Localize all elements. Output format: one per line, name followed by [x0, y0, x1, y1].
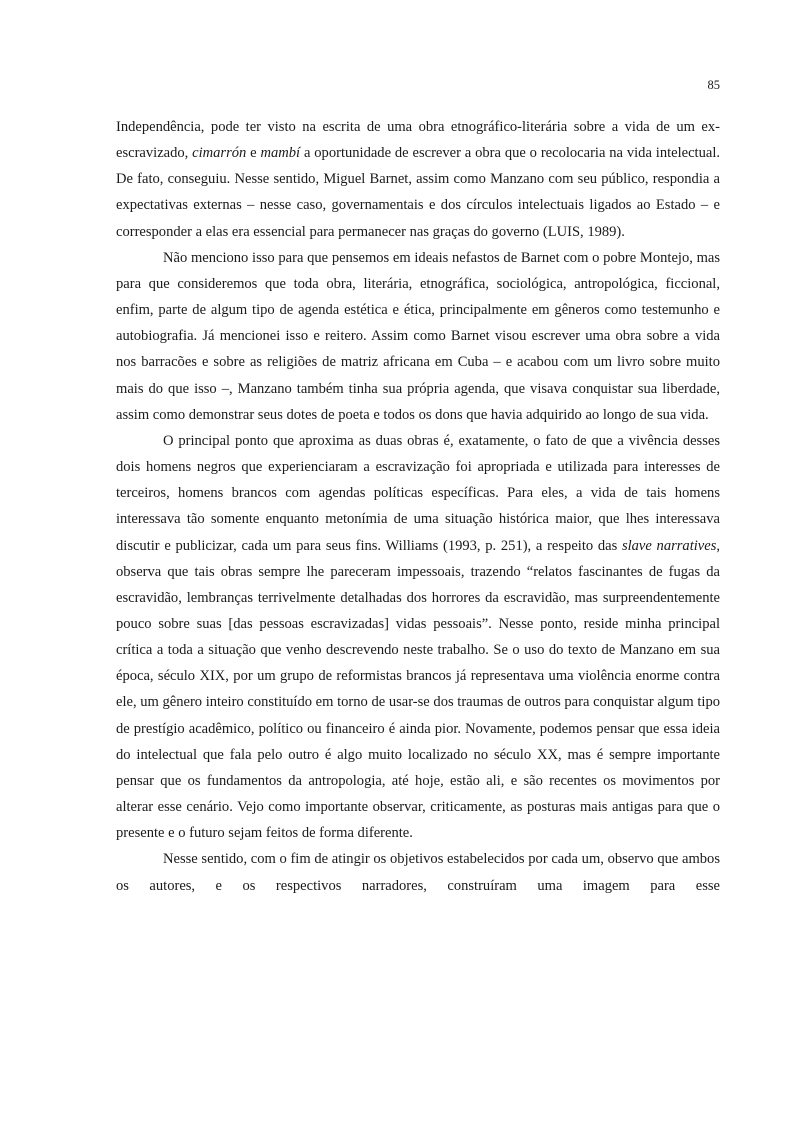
page-number: 85 — [707, 78, 720, 92]
paragraph-1-italic-cimarron: cimarrón — [192, 145, 247, 162]
paragraph-4: Nesse sentido, com o fim de atingir os objetivos estabelecidos por cada um, observo que ambos os autores, e os respectivos narradores, construíram uma imagem para esse — [116, 851, 720, 894]
paragraph-1 — [116, 114, 720, 245]
paragraph-3-text-a: O principal ponto que aproxima as duas obras é, exatamente, o fato de que a vivência desses dois homens negros que experienciaram a escravização foi apropriada e utilizada para interesses de terceiros, homens brancos com agendas políticas específicas. Para eles, a vida de tais homens interessava tão somente enquanto metonímia de uma situação histórica maior, que lhes interessava discutir e publicizar, cada um para seus fins. Williams (1993, p. 251), a respeito das — [116, 432, 720, 554]
paragraph-1-text-c: a oportunidade de escrever a obra que o recolocaria na vida intelectual. De fato, conseguiu. Nesse sentido, Miguel Barnet, assim como Manzano com seu público, respondia a expectativas externas – nesse caso, governamentais e dos círculos intelectuais ligados ao Estado – e corresponder a elas era essencial para permanecer nas graças do governo (LUIS, 1989). — [116, 145, 720, 240]
paragraph-2: Não menciono isso para que pensemos em ideais nefastos de Barnet com o pobre Montejo, mas para que consideremos que toda obra, literária, etnográfica, sociológica, antropológica, ficcional, enfim, parte de algum tipo de agenda estética e ética, principalmente em gêneros como testemunho e autobiografia. Já mencionei isso e reitero. Assim como Barnet visou escrever uma obra sobre a vida nos barracões e sobre as religiões de matriz africana em Cuba – e acabou com um livro sobre muito mais do que isso –, Manzano também tinha sua própria agenda, que visava conquistar sua liberdade, assim como demonstrar seus dotes de poeta e todos os dons que havia adquirido ao longo de sua vida. — [116, 249, 720, 423]
paragraph-3-text-b: , observa que tais obras sempre lhe pareceram impessoais, trazendo “relatos fascinantes de fugas da escravidão, lembranças terrivelmente detalhadas dos horrores da escravidão, mas surpreendentemente pouco sobre suas [das pessoas escravizadas] vidas pessoais”. Nesse ponto, reside minha principal crítica a toda a situação que venho descrevendo neste trabalho. Se o uso do texto de Manzano em sua época, século XIX, por um grupo de reformistas brancos já representava uma violência enorme contra ele, um gênero inteiro constituído em torno de usar-se dos traumas de outros para conquistar algum tipo de prestígio acadêmico, político ou financeiro é ainda pior. Novamente, podemos pensar que essa ideia do intelectual que fala pelo outro é algo muito localizado no século XX, mas é sempre importante pensar que os fundamentos da antropologia, até hoje, estão ali, e são recentes os movimentos por alterar esse cenário. Vejo como importante observar, criticamente, as posturas mais antigas para que o presente e o futuro sejam feitos de forma diferente. — [116, 537, 720, 842]
paragraph-1-text-b: e — [246, 145, 261, 162]
paragraph-1-text-a: Independência, pode ter visto na escrita de uma obra etnográfico-literária sobre a vida de um ex-escravizado, — [116, 119, 720, 162]
paragraph-3-italic-slave-narratives: slave narratives — [621, 537, 717, 554]
paragraph-1-italic-mambi: mambí — [260, 145, 301, 162]
body-text — [116, 114, 720, 899]
paragraph-3 — [116, 428, 720, 847]
